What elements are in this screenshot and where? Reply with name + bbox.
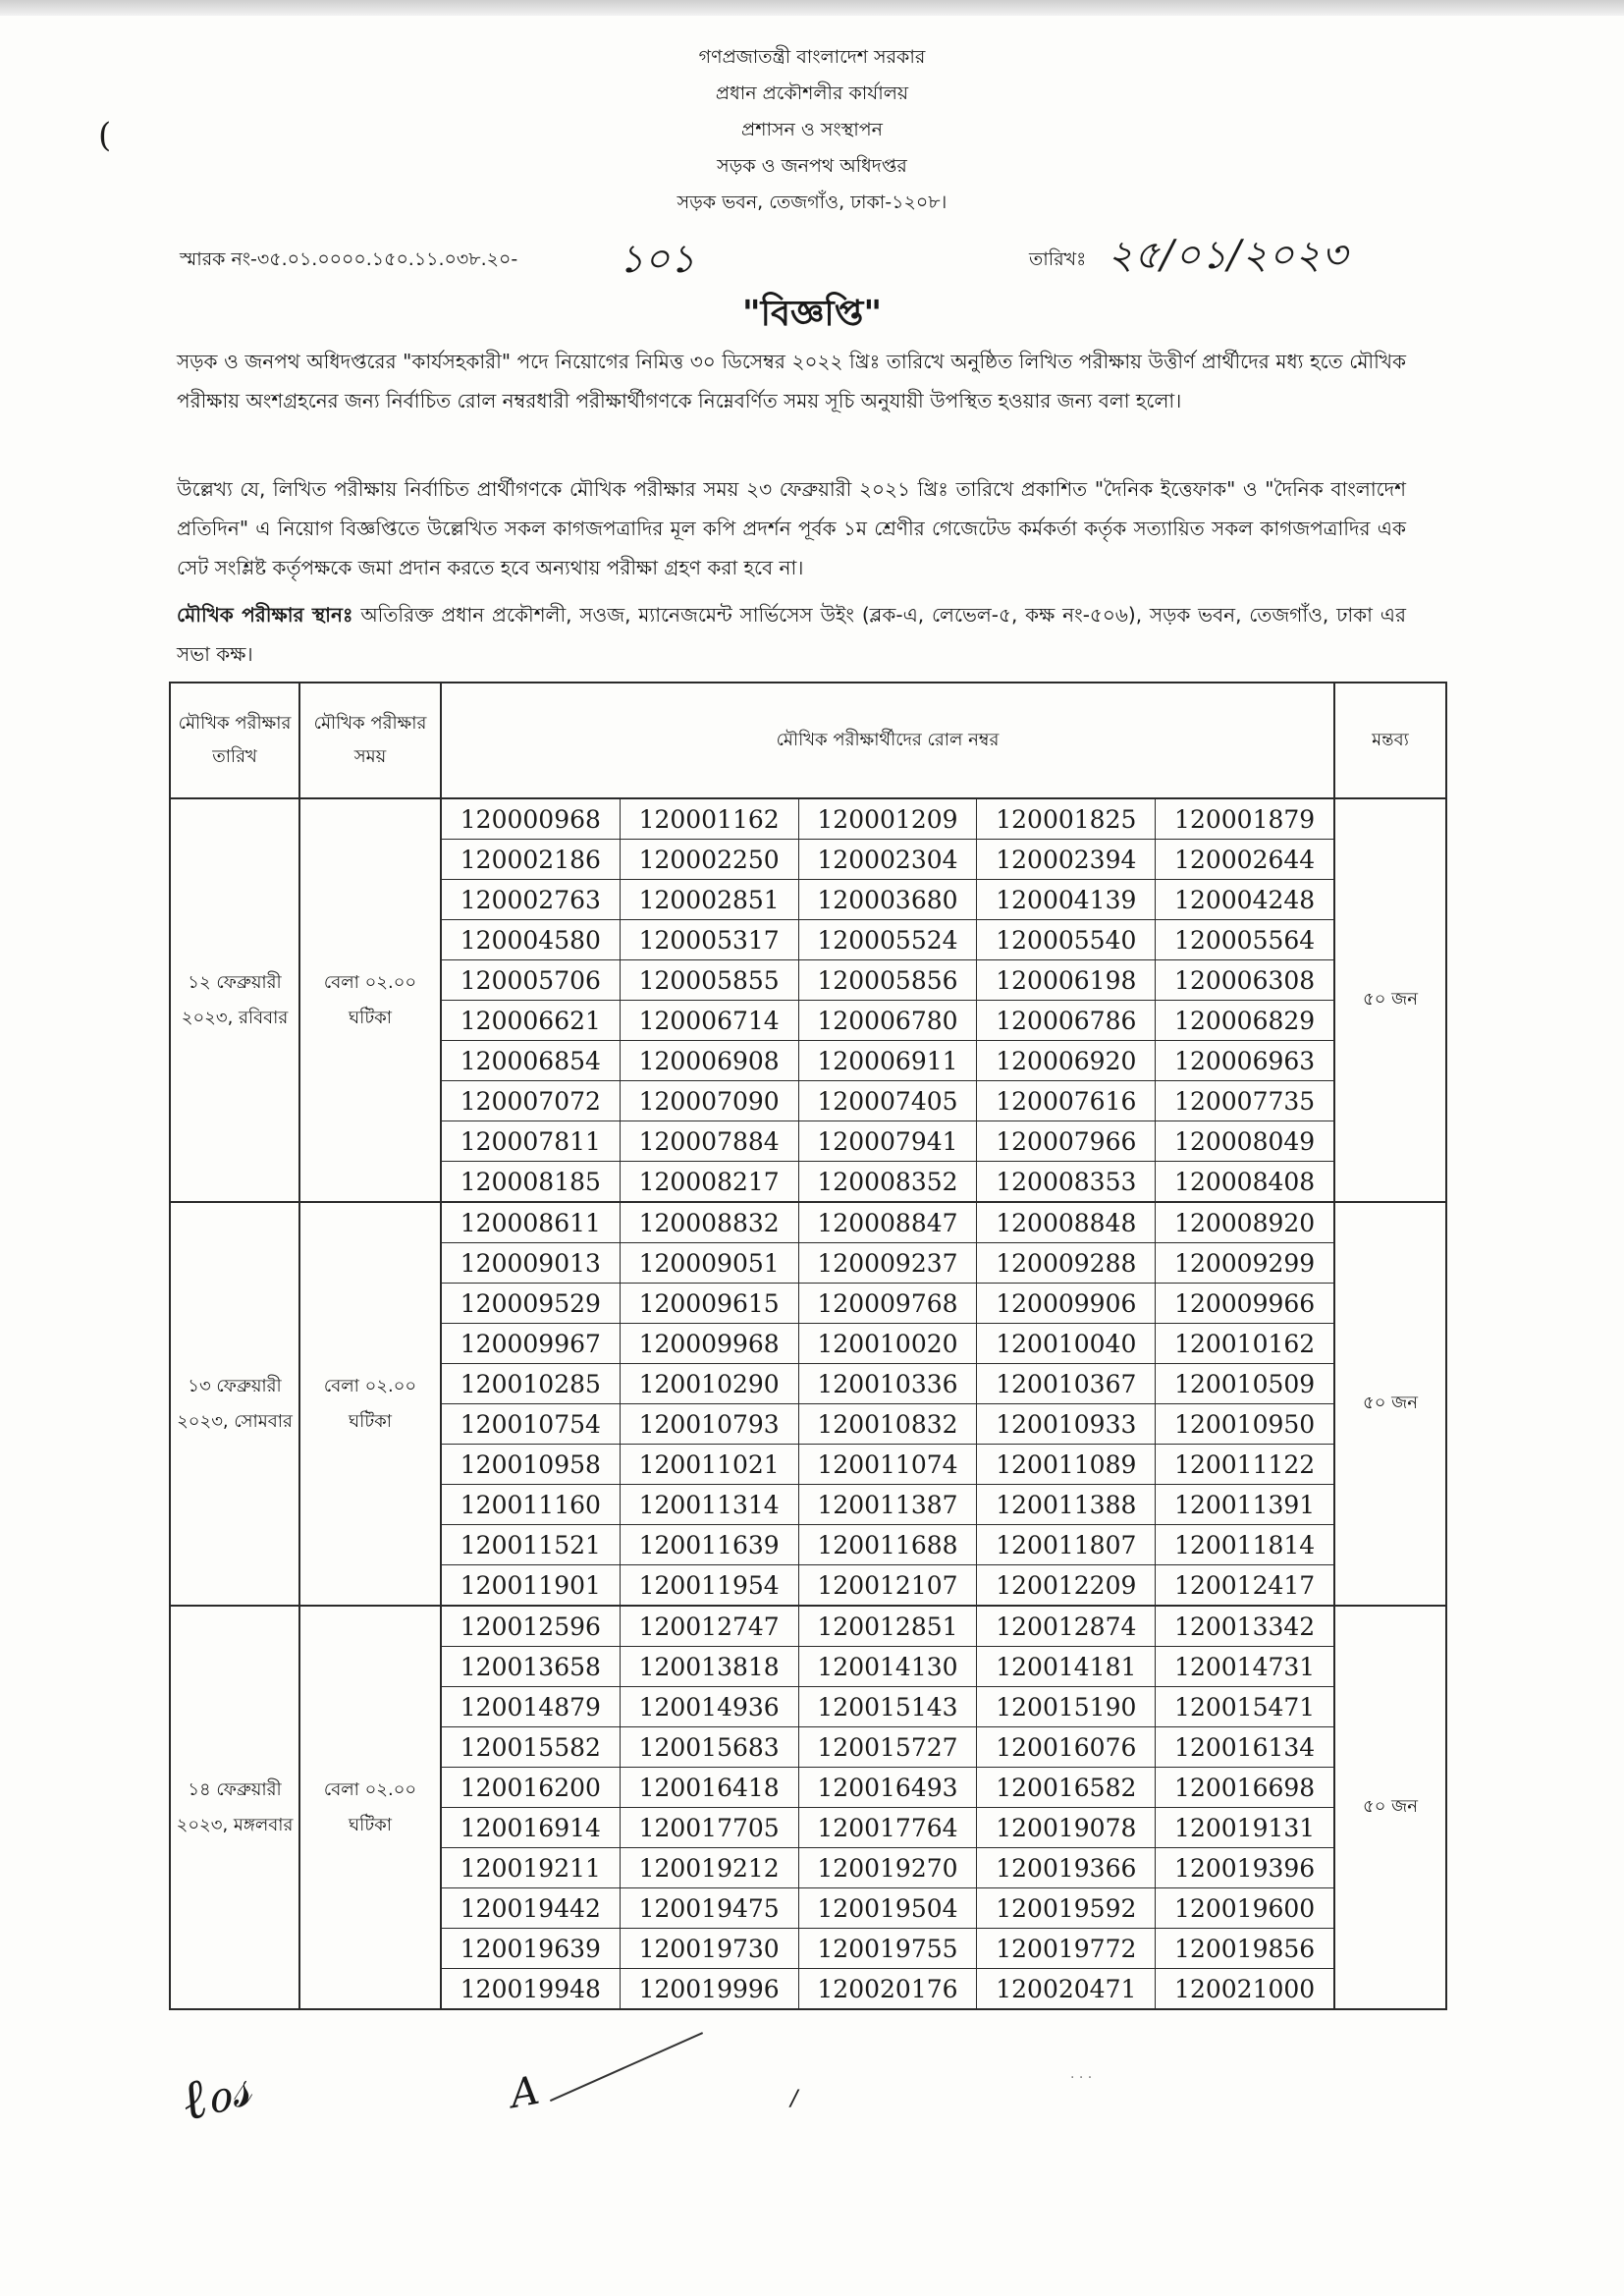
roll-row [442,920,1333,960]
viva-schedule-table [169,682,1447,2010]
viva-date-cell: ১৪ ফেব্রুয়ারী ২০২৩, মঙ্গলবার [170,1606,299,2009]
roll-number: 120019772 [977,1929,1156,1969]
roll-number: 120009615 [620,1284,798,1324]
roll-number: 120010285 [442,1364,620,1404]
roll-number: 120011639 [620,1525,798,1565]
roll-number: 120008185 [442,1162,620,1202]
roll-grid [442,1203,1333,1605]
roll-number: 120016493 [798,1768,977,1808]
roll-number: 120019475 [620,1888,798,1929]
roll-number: 120007405 [798,1081,977,1121]
roll-number: 120009529 [442,1284,620,1324]
roll-number: 120015190 [977,1687,1156,1727]
roll-number: 120011314 [620,1485,798,1525]
roll-number: 120012107 [798,1565,977,1606]
roll-number: 120001879 [1156,799,1333,840]
viva-time-cell: বেলা ০২.০০ ঘটিকা [299,1202,441,1606]
roll-row [442,1565,1333,1606]
roll-number: 120006786 [977,1001,1156,1041]
roll-number: 120007072 [442,1081,620,1121]
roll-number: 120019442 [442,1888,620,1929]
roll-row [442,840,1333,880]
roll-number: 120008049 [1156,1121,1333,1162]
roll-number: 120016914 [442,1808,620,1848]
roll-number: 120003680 [798,880,977,920]
schedule-group-row [170,1202,1446,1606]
roll-number: 120005855 [620,960,798,1001]
header-viva-date: মৌখিক পরীক্ষার তারিখ [170,683,299,798]
header-government: গণপ্রজাতন্ত্রী বাংলাদেশ সরকার [698,46,926,68]
roll-number: 120006963 [1156,1041,1333,1081]
roll-number: 120006198 [977,960,1156,1001]
roll-number: 120005856 [798,960,977,1001]
table-header-row [170,683,1446,798]
stray-pen-mark: ( [98,116,112,155]
roll-number: 120010040 [977,1324,1156,1364]
roll-number: 120008848 [977,1203,1156,1243]
roll-number: 120007090 [620,1081,798,1121]
roll-row [442,960,1333,1001]
roll-number: 120019856 [1156,1929,1333,1969]
roll-row [442,1525,1333,1565]
roll-row [442,1404,1333,1445]
venue-paragraph [177,595,1406,674]
roll-row [442,1647,1333,1687]
roll-number: 120015582 [442,1727,620,1768]
memo-number-handwritten: ১০১ [619,237,695,282]
header-viva-time: মৌখিক পরীক্ষার সময় [299,683,441,798]
roll-number: 120001162 [620,799,798,840]
roll-number: 120013658 [442,1647,620,1687]
roll-number: 120006621 [442,1001,620,1041]
roll-number: 120007966 [977,1121,1156,1162]
roll-number: 120021000 [1156,1969,1333,2009]
signature-middle: A [507,2068,542,2117]
roll-number: 120009966 [1156,1284,1333,1324]
roll-number: 120013818 [620,1647,798,1687]
roll-row [442,880,1333,920]
date-label: তারিখঃ [1029,248,1087,270]
header-section: প্রশাসন ও সংস্থাপন [741,119,883,140]
notice-paragraph-2: উল্লেখ্য যে, লিখিত পরীক্ষায় নির্বাচিত প্রার্থীগণকে মৌখিক পরীক্ষার সময় ২৩ ফেব্রুয়ারী ২০২১ খ্রিঃ তারিখে প্রকাশিত "দৈনিক ইত্তেফাক" ও "দৈনিক বাংলাদেশ প্রতিদিন" এ নিয়োগ বিজ্ঞপ্তিতে উল্লেখিত সকল কাগজপত্রাদির মূল কপি প্রদর্শন পূর্বক ১ম শ্রেণীর গেজেটেড কর্মকর্তা কর্তৃক সত্যায়িত সকল কাগজপত্রাদির এক সেট সংশ্লিষ্ট কর্তৃপক্ষকে জমা প্রদান করতে হবে অন্যথায় পরীক্ষা গ্রহণ করা হবে না। [177,477,1406,579]
roll-number: 120007811 [442,1121,620,1162]
roll-number: 120004248 [1156,880,1333,920]
schedule-body [170,798,1446,2009]
roll-number: 120006911 [798,1041,977,1081]
viva-time-cell: বেলা ০২.০০ ঘটিকা [299,1606,441,2009]
roll-number: 120005524 [798,920,977,960]
notice-paragraph-1: সড়ক ও জনপথ অধিদপ্তরের "কার্যসহকারী" পদে নিয়োগের নিমিত্ত ৩০ ডিসেম্বর ২০২২ খ্রিঃ তারিখে অনুষ্ঠিত লিখিত পরীক্ষায় উত্তীর্ণ প্রার্থীদের মধ্য হতে মৌখিক পরীক্ষায় অংশগ্রহনের জন্য নির্বাচিত রোল নম্বরধারী পরীক্ষার্থীগণকে নিম্নেবর্ণিত সময় সূচি অনুযায়ী উপস্থিত হওয়ার জন্য বলা হলো। [177,350,1406,412]
roll-number: 120012874 [977,1607,1156,1647]
roll-row [442,1808,1333,1848]
schedule-group-row [170,798,1446,1202]
roll-number: 120012209 [977,1565,1156,1606]
roll-number: 120002644 [1156,840,1333,880]
roll-number: 120019270 [798,1848,977,1888]
roll-number: 120007941 [798,1121,977,1162]
roll-number: 120009299 [1156,1243,1333,1284]
roll-number: 120009906 [977,1284,1156,1324]
header-office: প্রধান প্রকৌশলীর কার্যালয় [715,82,909,104]
roll-number: 120010754 [442,1404,620,1445]
roll-number: 120010509 [1156,1364,1333,1404]
roll-row [442,1203,1333,1243]
header-roll-numbers: মৌখিক পরীক্ষার্থীদের রোল নম্বর [441,683,1334,798]
letterhead [0,39,1624,221]
roll-number: 120006829 [1156,1001,1333,1041]
roll-number: 120011021 [620,1445,798,1485]
roll-number: 120006920 [977,1041,1156,1081]
roll-number: 120004139 [977,880,1156,920]
roll-row [442,1727,1333,1768]
roll-number: 120010793 [620,1404,798,1445]
roll-number: 120012596 [442,1607,620,1647]
roll-number: 120006854 [442,1041,620,1081]
roll-row [442,1364,1333,1404]
roll-number: 120002186 [442,840,620,880]
roll-number: 120015471 [1156,1687,1333,1727]
roll-number: 120019948 [442,1969,620,2009]
roll-number: 120009967 [442,1324,620,1364]
roll-number: 120005564 [1156,920,1333,960]
roll-number: 120019755 [798,1929,977,1969]
roll-number: 120009013 [442,1243,620,1284]
roll-number: 120019504 [798,1888,977,1929]
roll-number: 120008353 [977,1162,1156,1202]
roll-number: 120020176 [798,1969,977,2009]
header-address: সড়ক ভবন, তেজগাঁও, ঢাকা-১২০৮। [677,191,947,213]
roll-number: 120016076 [977,1727,1156,1768]
roll-number: 120013342 [1156,1607,1333,1647]
viva-date-cell: ১৩ ফেব্রুয়ারী ২০২৩, সোমবার [170,1202,299,1606]
roll-number: 120019211 [442,1848,620,1888]
roll-number: 120010958 [442,1445,620,1485]
roll-number: 120019600 [1156,1888,1333,1929]
roll-number: 120006908 [620,1041,798,1081]
roll-number: 120006714 [620,1001,798,1041]
roll-number: 120007884 [620,1121,798,1162]
roll-number: 120009288 [977,1243,1156,1284]
roll-number: 120011901 [442,1565,620,1606]
roll-row [442,1324,1333,1364]
roll-number: 120019639 [442,1929,620,1969]
remark-cell: ৫০ জন [1334,798,1446,1202]
roll-number: 120019366 [977,1848,1156,1888]
roll-number: 120020471 [977,1969,1156,2009]
roll-row [442,1121,1333,1162]
roll-number: 120019078 [977,1808,1156,1848]
roll-number: 120010336 [798,1364,977,1404]
roll-number: 120009968 [620,1324,798,1364]
roll-number: 120009237 [798,1243,977,1284]
roll-number: 120015143 [798,1687,977,1727]
roll-number: 120019730 [620,1929,798,1969]
roll-row [442,1081,1333,1121]
roll-row [442,1848,1333,1888]
roll-number: 120007735 [1156,1081,1333,1121]
roll-number: 120014879 [442,1687,620,1727]
pen-tick-mark: / [790,2087,798,2111]
roll-row [442,1001,1333,1041]
roll-number: 120011089 [977,1445,1156,1485]
roll-row [442,799,1333,840]
roll-number: 120019592 [977,1888,1156,1929]
roll-number: 120015727 [798,1727,977,1768]
roll-row [442,1768,1333,1808]
roll-number: 120011160 [442,1485,620,1525]
roll-row [442,1969,1333,2009]
roll-number: 120011814 [1156,1525,1333,1565]
roll-grid [442,1607,1333,2008]
roll-number: 120014731 [1156,1647,1333,1687]
venue-label: মৌখিক পরীক্ষার স্থানঃ [177,603,353,627]
roll-number: 120000968 [442,799,620,840]
roll-number: 120011807 [977,1525,1156,1565]
signature-left: ℓℴ𝓈 [174,2054,257,2134]
date-handwritten: ২৫/০১/২০২৩ [1108,233,1348,278]
roll-numbers-cell [441,1202,1334,1606]
roll-number: 120004580 [442,920,620,960]
roll-number: 120014130 [798,1647,977,1687]
roll-number: 120010020 [798,1324,977,1364]
roll-number: 120011954 [620,1565,798,1606]
roll-number: 120014936 [620,1687,798,1727]
roll-number: 120010950 [1156,1404,1333,1445]
remark-cell: ৫০ জন [1334,1606,1446,2009]
roll-row [442,1687,1333,1727]
roll-number: 120002763 [442,880,620,920]
roll-number: 120015683 [620,1727,798,1768]
roll-number: 120016698 [1156,1768,1333,1808]
roll-number: 120002394 [977,840,1156,880]
roll-number: 120008217 [620,1162,798,1202]
scan-edge-shadow [0,0,1624,16]
roll-number: 120019396 [1156,1848,1333,1888]
header-department: সড়ক ও জনপথ অধিদপ্তর [717,155,907,177]
roll-number: 120011388 [977,1485,1156,1525]
roll-row [442,1445,1333,1485]
roll-number: 120019131 [1156,1808,1333,1848]
roll-number: 120010290 [620,1364,798,1404]
roll-number: 120006308 [1156,960,1333,1001]
roll-row [442,1284,1333,1324]
memo-number-label: স্মারক নং-৩৫.০১.০০০০.১৫০.১১.০৩৮.২০- [180,248,518,270]
viva-time-cell: বেলা ০২.০০ ঘটিকা [299,798,441,1202]
roll-number: 120011122 [1156,1445,1333,1485]
viva-date-cell: ১২ ফেব্রুয়ারী ২০২৩, রবিবার [170,798,299,1202]
roll-number: 120012417 [1156,1565,1333,1606]
roll-number: 120019996 [620,1969,798,2009]
roll-number: 120008611 [442,1203,620,1243]
roll-number: 120012851 [798,1607,977,1647]
roll-number: 120011387 [798,1485,977,1525]
roll-number: 120008832 [620,1203,798,1243]
roll-row [442,1162,1333,1202]
roll-number: 120016200 [442,1768,620,1808]
notice-title: "বিজ্ঞপ্তি" [741,294,883,334]
roll-number: 120009051 [620,1243,798,1284]
roll-number: 120007616 [977,1081,1156,1121]
roll-row [442,1888,1333,1929]
roll-number: 120010367 [977,1364,1156,1404]
roll-number: 120017764 [798,1808,977,1848]
roll-number: 120011074 [798,1445,977,1485]
roll-number: 120010933 [977,1404,1156,1445]
roll-number: 120010162 [1156,1324,1333,1364]
roll-number: 120001209 [798,799,977,840]
roll-number: 120011391 [1156,1485,1333,1525]
roll-number: 120017705 [620,1808,798,1848]
roll-number: 120016582 [977,1768,1156,1808]
roll-number: 120001825 [977,799,1156,840]
roll-number: 120012747 [620,1607,798,1647]
roll-number: 120006780 [798,1001,977,1041]
header-remark: মন্তব্য [1334,683,1446,798]
roll-row [442,1041,1333,1081]
roll-number: 120014181 [977,1647,1156,1687]
roll-number: 120002851 [620,880,798,920]
roll-numbers-cell [441,798,1334,1202]
roll-number: 120016134 [1156,1727,1333,1768]
roll-number: 120008352 [798,1162,977,1202]
roll-number: 120010832 [798,1404,977,1445]
venue-text: অতিরিক্ত প্রধান প্রকৌশলী, সওজ, ম্যানেজমেন্ট সার্ভিসেস উইং (ব্লক-এ, লেভেল-৫, কক্ষ নং-৫০৬), সড়ক ভবন, তেজগাঁও, ঢাকা এর সভা কক্ষ। [177,603,1406,666]
roll-number: 120005540 [977,920,1156,960]
roll-row [442,1243,1333,1284]
schedule-group-row [170,1606,1446,2009]
roll-number: 120002250 [620,840,798,880]
roll-number: 120008920 [1156,1203,1333,1243]
roll-number: 120005317 [620,920,798,960]
roll-number: 120011688 [798,1525,977,1565]
roll-row [442,1929,1333,1969]
roll-row [442,1607,1333,1647]
roll-numbers-cell [441,1606,1334,2009]
roll-number: 120009768 [798,1284,977,1324]
remark-cell: ৫০ জন [1334,1202,1446,1606]
roll-grid [442,799,1333,1201]
roll-number: 120008847 [798,1203,977,1243]
roll-number: 120011521 [442,1525,620,1565]
roll-number: 120016418 [620,1768,798,1808]
roll-row [442,1485,1333,1525]
roll-number: 120002304 [798,840,977,880]
scan-specks: · · · [1070,2070,1093,2086]
roll-number: 120008408 [1156,1162,1333,1202]
roll-number: 120019212 [620,1848,798,1888]
roll-number: 120005706 [442,960,620,1001]
